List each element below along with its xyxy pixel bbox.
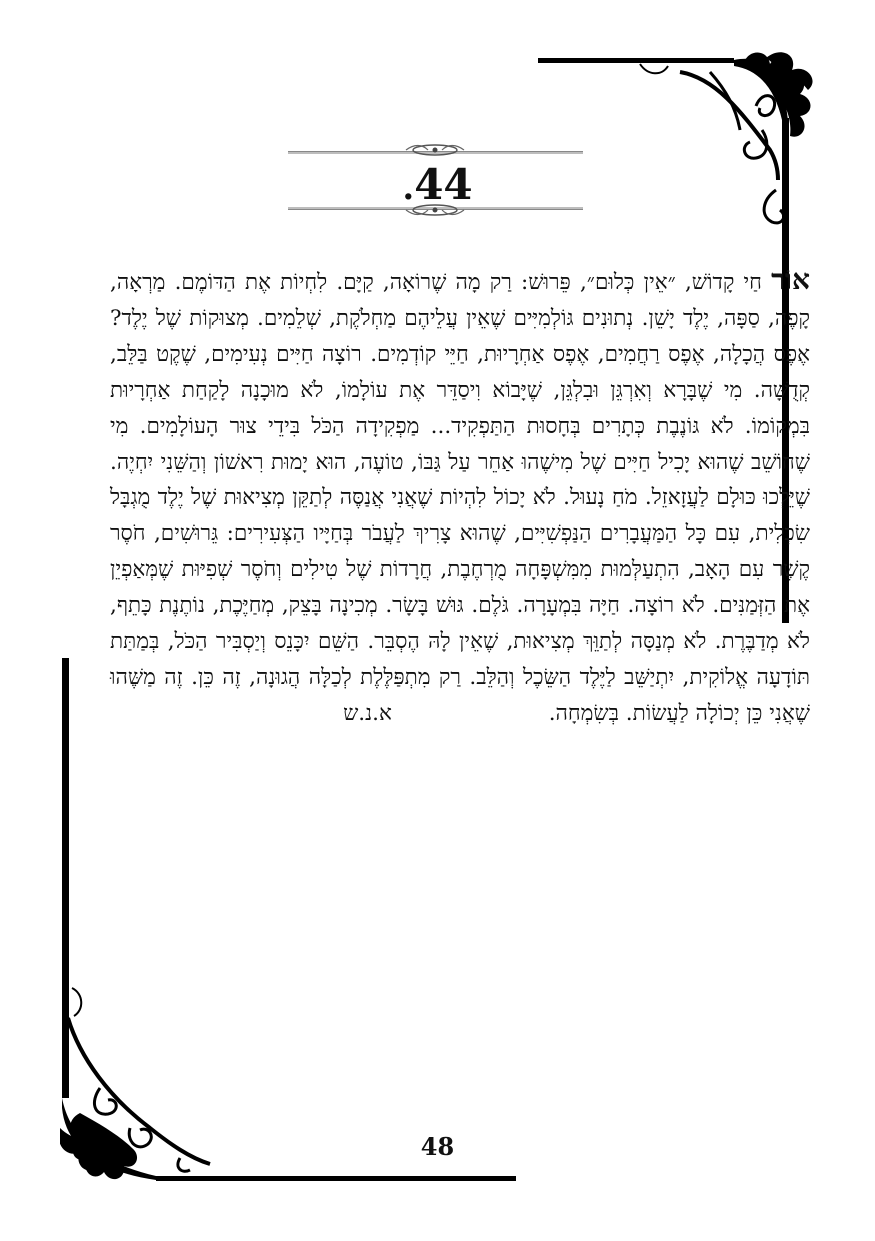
chapter-marker: . <box>402 168 415 208</box>
signature: א.נ.ש <box>343 700 392 726</box>
chapter-number <box>0 160 875 209</box>
chapter-number-value: 44 <box>414 160 473 209</box>
article-body <box>110 262 810 732</box>
article-text: חַי קָדוֹשׁ, ״אֵין כְּלוּם״, פֵּרוּשׁ: רַק מָה שֶׁרוֹאָה, קַיָּם. לִחְיוֹת אֶת הַדּוֹמֶם. מַרְאָה, קָפֶה, סַפָּה, יֶלֶד יָשֵׁן. נְתוּנִים גּוֹלְמִיִּים שֶׁאֵין עֲלֵיהֶם מַחְלֹקֶת, שְׁלֵמִים. מְצוּקוֹת שֶׁל יֶלֶד? אֶפֶס הֲכָלָה, אֶפֶס רַחֲמִים, אֶפֶס אַחְרָיוּת, חַיֵּי קוֹדְמִים. רוֹצָה חַיִּים נְעִימִים, שֶׁקֶט בַּלֵּב, קְדֻשָּׁה. מִי שֶׁבָּרָא וְאִרְגֵּן וּבִלְגֵּן, שֶׁיָּבוֹא וִיסַדֵּר אֶת עוֹלָמוֹ, לֹא מוּכָנָה לָקַחַת אַחְרָיוּת בִּמְקוֹמוֹ. לֹא גּוֹנֶבֶת כְּתָרִים בְּחָסוּת הַתַּפְקִיד... מַפְקִידָה הַכֹּל בִּידֵי צוּר הָעוֹלָמִים. מִי שֶׁחוֹשֵׁב שֶׁהוּא יָכִיל חַיִּים שֶׁל מִישֶׁהוּ אַחֵר עַל גַּבּוֹ, טוֹעֶה, הוּא יָמוּת רִאשׁוֹן וְהַשֵּׁנִי יִחְיֶה. שֶׁיֵּלְכוּ כּוּלָם לַעֲזָאזֵל. מֹחַ נָעוּל. לֹא יָכוֹל לִהְיוֹת שֶׁאֲנִי אֲנַסֶּה לְתַקֵּן מְצִיאוּת שֶׁל יֶלֶד מֻגְבָּל שִׂכְלִית, עִם כָּל הַמַּעֲבָרִים הַנַּפְשִׁיִּים, שֶׁהוּא צָרִיךְ לַעֲבֹר בְּחַיָּיו הַצְּעִירִים: גֵּרוּשִׁים, חֹסֶר קֶשֶׁר עִם הָאָב, הִתְעַלְּמוּת מִמִּשְׁפָּחָה מֻרְחֶבֶת, חֲרָדוֹת שֶׁל טִילִים וְחֹסֶר שְׁפִיּוּת שֶׁמְּאַפְיֵן אֶת הַזְּמַנִּים. לֹא רוֹצָה. חַיָּה בִּמְעָרָה. גֹּלֶם. גּוּשׁ בָּשָׂר. מְכִינָה בָּצֵק, מְחַיֶּכֶת, נוֹתֶנֶת כָּתֵף, לֹא מְדַבֶּרֶת. לֹא מְנַסָּה לְתַוֵּךְ מְצִיאוּת, שֶׁאֵין לָהּ הֶסְבֵּר. הַשֵּׁם יִכָּנֵס וְיַסְבִּיר הַכֹּל, בְּמַתַּת תּוֹדָעָה אֱלוֹקִית, יִתְיַשֵּׁב לַיֶּלֶד הַשֵּׂכֶל וְהַלֵּב. רַק מִתְפַּלֶּלֶת לְכַלָּה הֲגוּנָה, זֶה כֵּן. זֶה מַשֶּׁהוּ שֶׁאֲנִי כֵּן יְכוֹלָה לַעֲשׂוֹת. בְּשִׂמְחָה. <box>110 270 810 726</box>
corner-ornament-bottom-left <box>60 658 520 1188</box>
lead-word: אוֹר <box>771 263 810 296</box>
decorative-rule-top <box>288 142 583 158</box>
page-number: 48 <box>420 1132 455 1161</box>
